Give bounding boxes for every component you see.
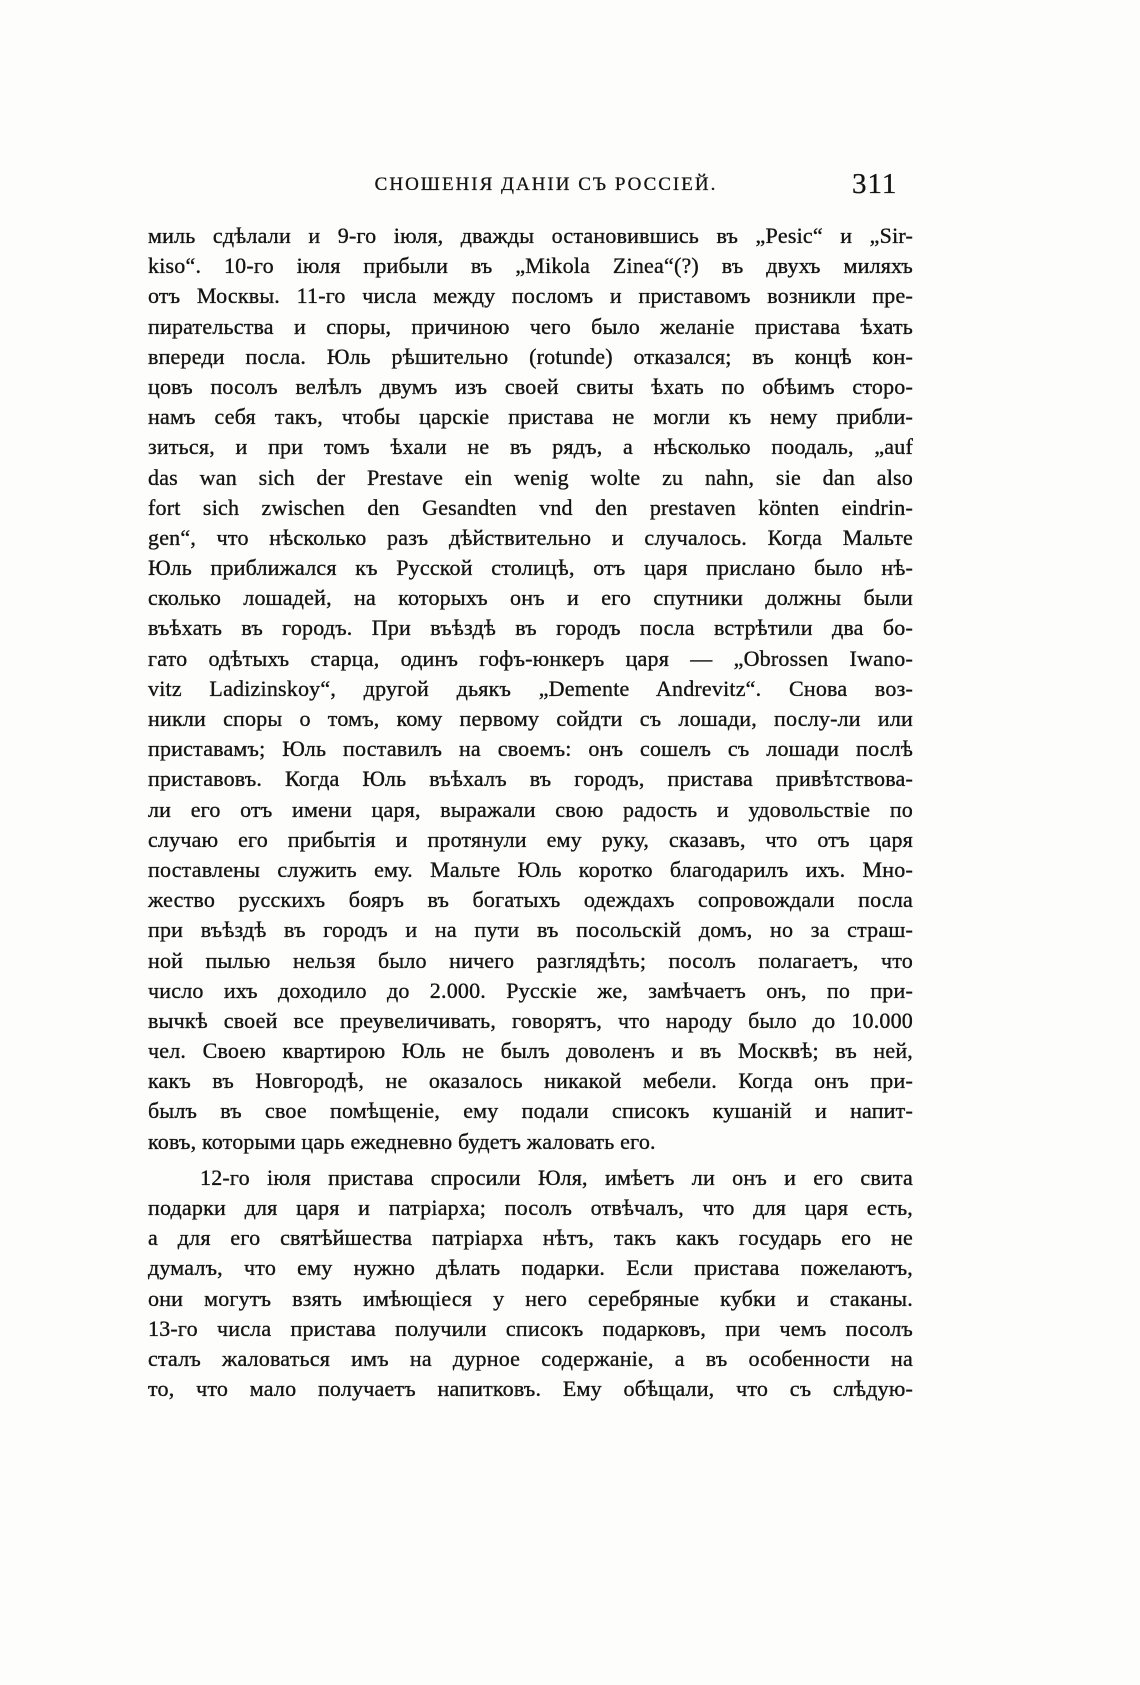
text-line: ной пылью нельзя было ничего разглядѣть; посолъ полагаетъ, что (148, 947, 913, 973)
text-line: а для его святѣйшества патріарха нѣтъ, такъ какъ государь его не (148, 1225, 913, 1251)
text-line: зиться, и при томъ ѣхали не въ рядъ, а нѣсколько поодаль, „auf (148, 434, 913, 460)
text-line: приставамъ; Юль поставилъ на своемъ: онъ сошелъ съ лошади послѣ (148, 736, 913, 762)
text-line: поставлены служить ему. Мальте Юль коротко благодарилъ ихъ. Мно- (148, 856, 913, 882)
text-line: цовъ посолъ велѣлъ двумъ изъ своей свиты ѣхать по обѣимъ сторо- (148, 373, 913, 399)
text-line: они могутъ взять имѣющіеся у него серебряные кубки и стаканы. (148, 1285, 913, 1311)
paragraph-1 (148, 221, 913, 1157)
text-line: былъ въ свое помѣщеніе, ему подали списокъ кушаній и напит- (148, 1098, 913, 1124)
text-line: жество русскихъ бояръ въ богатыхъ одеждахъ сопровождали посла (148, 887, 913, 913)
text-line: никли споры о томъ, кому первому сойдти съ лошади, послу-ли или (148, 706, 913, 731)
text-line: въѣхать въ городъ. При въѣздѣ въ городъ посла встрѣтили два бо- (148, 615, 913, 641)
text-line: гато одѣтыхъ старца, одинъ гофъ-юнкеръ царя — „Obrossen Iwano- (148, 645, 913, 671)
text-line: при въѣздѣ въ городъ и на пути въ посольскій домъ, но за страш- (148, 917, 913, 943)
text-line: случаю его прибытія и протянули ему руку, сказавъ, что отъ царя (148, 826, 913, 852)
text-body (148, 221, 913, 1404)
paragraph-2 (148, 1163, 913, 1405)
text-line: kiso“. 10-го іюля прибыли въ „Mikola Zinea“(?) въ двухъ миляхъ (148, 253, 913, 279)
text-line: думалъ, что ему нужно дѣлать подарки. Если пристава пожелаютъ, (148, 1255, 913, 1281)
text-line: gen“, что нѣсколько разъ дѣйствительно и случалось. Когда Мальте (148, 524, 913, 550)
text-line: отъ Москвы. 11-го числа между посломъ и приставомъ возникли пре- (148, 283, 913, 309)
running-title: СНОШЕНІЯ ДАНІИ СЪ РОССІЕЙ. (374, 174, 718, 195)
text-line: пирательства и споры, причиною чего было желаніе пристава ѣхать (148, 313, 913, 339)
text-line: ковъ, которыми царь ежедневно будетъ жаловать его. (148, 1128, 656, 1154)
text-line: впереди посла. Юль рѣшительно (rotunde) отказался; въ концѣ кон- (148, 343, 913, 369)
text-line: vitz Ladizinskoy“, другой дьякъ „Demente Andrevitz“. Снова воз- (148, 675, 913, 701)
page-number: 311 (852, 168, 898, 200)
text-line: das wan sich der Prestave ein wenig wolte zu nahn, sie dan also (148, 464, 913, 490)
text-line: сталъ жаловаться имъ на дурное содержаніе, а въ особенности на (148, 1345, 913, 1371)
text-line: приставовъ. Когда Юль въѣхалъ въ городъ, пристава привѣтствова- (148, 766, 913, 792)
text-line: то, что мало получаетъ напитковъ. Ему обѣщали, что съ слѣдую- (148, 1376, 913, 1402)
text-line: вычкѣ своей все преувеличивать, говорятъ, что народу было до 10.000 (148, 1007, 913, 1033)
text-line: миль сдѣлали и 9-го іюля, дважды остановившись въ „Pesic“ и „Sir- (148, 223, 913, 248)
text-line: Юль приближался къ Русской столицѣ, отъ царя прислано было нѣ- (148, 555, 913, 581)
text-line: fort sich zwischen den Gesandten vnd den prestaven könten eindrin- (148, 494, 913, 520)
text-line: подарки для царя и патріарха; посолъ отвѣчалъ, что для царя есть, (148, 1195, 913, 1220)
text-line: сколько лошадей, на которыхъ онъ и его спутники должны были (148, 585, 913, 611)
text-line: какъ въ Новгородѣ, не оказалось никакой мебели. Когда онъ при- (148, 1068, 913, 1094)
text-line: намъ себя такъ, чтобы царскіе пристава не могли къ нему прибли- (148, 404, 913, 430)
text-line: число ихъ доходило до 2.000. Русскіе же, замѣчаетъ онъ, по при- (148, 977, 913, 1003)
text-line: 13-го числа пристава получили списокъ подарковъ, при чемъ посолъ (148, 1315, 913, 1341)
text-line: чел. Своею квартирою Юль не былъ доволенъ и въ Москвѣ; въ ней, (148, 1038, 913, 1064)
text-line: ли его отъ имени царя, выражали свою радость и удовольствіе по (148, 796, 913, 822)
text-line: 12-го іюля пристава спросили Юля, имѣетъ ли онъ и его свита (200, 1164, 913, 1190)
